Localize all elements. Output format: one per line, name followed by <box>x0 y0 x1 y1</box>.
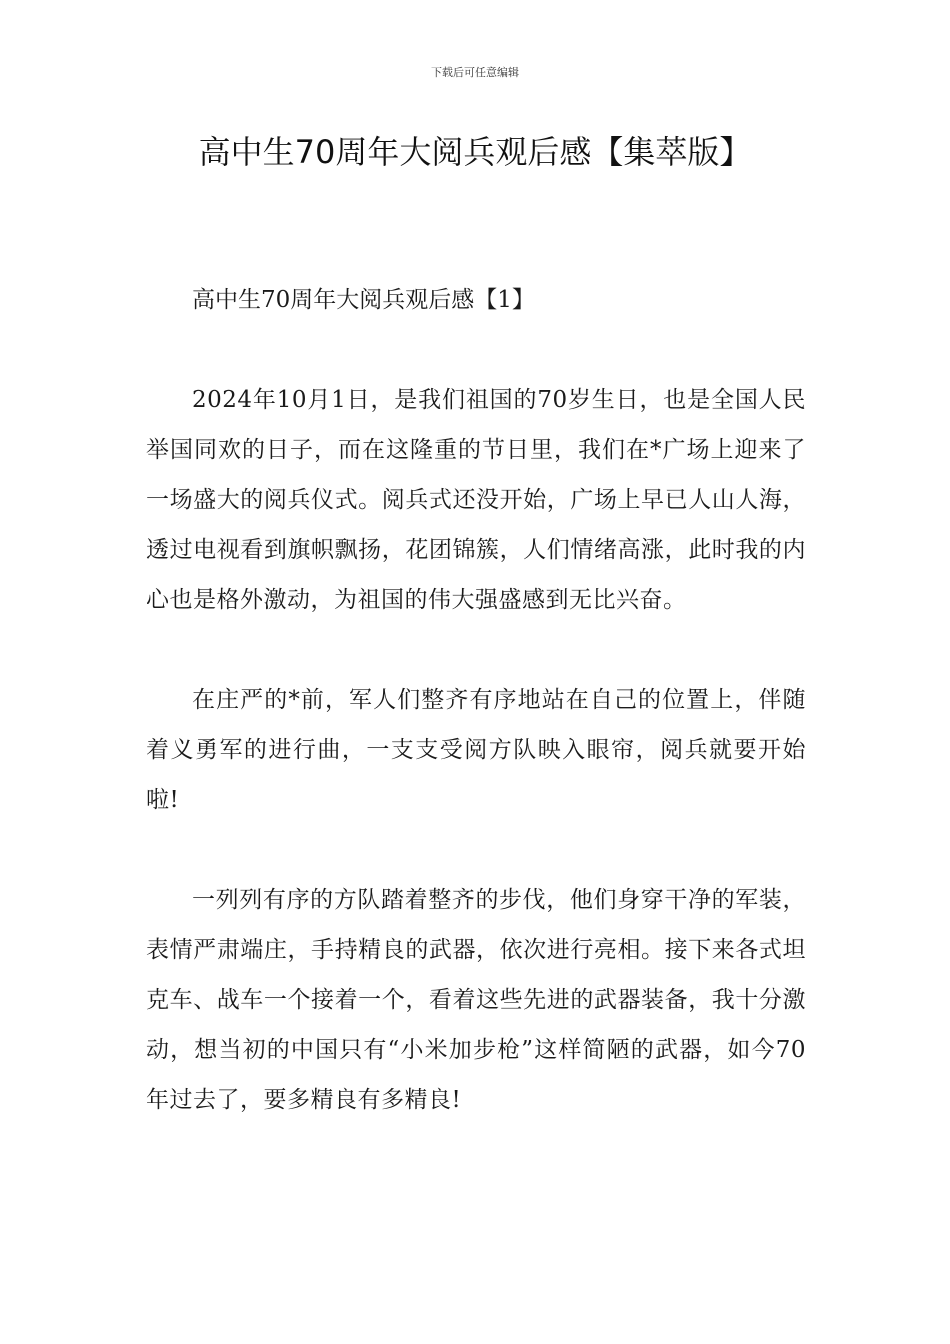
paragraph-1: 2024年10月1日，是我们祖国的70岁生日，也是全国人民举国同欢的日子，而在这隆重的节日里，我们在*广场上迎来了一场盛大的阅兵仪式。阅兵式还没开始，广场上早已人山人海，透过电视看到旗帜飘扬，花团锦簇，人们情绪高涨，此时我的内心也是格外激动，为祖国的伟大强盛感到无比兴奋。 <box>146 387 806 613</box>
paragraph-2: 在庄严的*前，军人们整齐有序地站在自己的位置上，伴随着义勇军的进行曲，一支支受阅方队映入眼帘，阅兵就要开始啦! <box>146 687 806 813</box>
paragraph-3: 一列列有序的方队踏着整齐的步伐，他们身穿干净的军装，表情严肃端庄，手持精良的武器，依次进行亮相。接下来各式坦克车、战车一个接着一个，看着这些先进的武器装备，我十分激动，想当初的中国只有“小米加步枪”这样简陋的武器，如今70年过去了，要多精良有多精良! <box>146 887 806 1113</box>
document-title: 高中生70周年大阅兵观后感【集萃版】 <box>198 133 752 171</box>
section-heading: 高中生70周年大阅兵观后感【1】 <box>192 287 535 313</box>
document-body <box>146 275 806 1175</box>
header-note: 下载后可任意编辑 <box>431 66 519 79</box>
